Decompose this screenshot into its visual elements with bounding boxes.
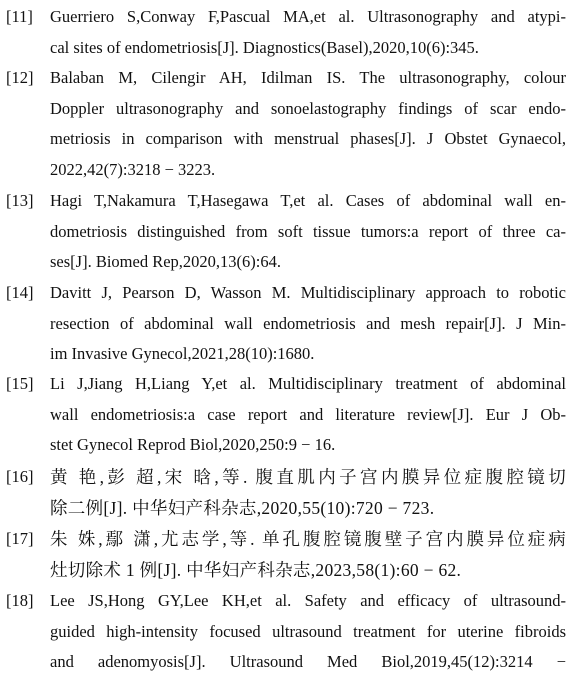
reference-number: [17]	[6, 529, 34, 548]
reference-line: dometriosis distinguished from soft tissue tumors:a report of three ca-	[50, 221, 566, 241]
reference-line: stet Gynecol Reprod Biol,2020,250:9 − 16.	[50, 435, 336, 454]
reference-line: ses[J]. Biomed Rep,2020,13(6):64.	[50, 252, 281, 271]
reference-line: 朱 姝,鄢 潇,尤志学,等. 单孔腹腔镜腹壁子宫内膜异位症病	[50, 529, 566, 549]
reference-line: 黄 艳,彭 超,宋 晗,等. 腹直肌内子宫内膜异位症腹腔镜切	[50, 467, 566, 487]
reference-line: Guerriero S,Conway F,Pascual MA,et al. Ultrasonography and atypi-	[50, 7, 566, 26]
reference-line: metriosis in comparison with menstrual phases[J]. J Obstet Gynaecol,	[50, 129, 566, 148]
reference-line: im Invasive Gynecol,2021,28(10):1680.	[50, 344, 315, 363]
reference-line: Hagi T,Nakamura T,Hasegawa T,et al. Cases of abdominal wall en-	[50, 191, 566, 210]
reference-line: 灶切除术 1 例[J]. 中华妇产科杂志,2023,58(1):60 − 62.	[50, 559, 462, 580]
reference-line: 除二例[J]. 中华妇产科杂志,2020,55(10):720 − 723.	[50, 497, 435, 518]
reference-text	[50, 278, 566, 370]
reference-number: [11]	[6, 7, 33, 26]
reference-number: [12]	[6, 68, 34, 87]
reference-line: 2022,42(7):3218 − 3223.	[50, 159, 216, 179]
reference-line: Doppler ultrasonography and sonoelastography findings of scar endo-	[50, 98, 566, 118]
reference-number: [14]	[6, 283, 34, 302]
reference-text	[50, 524, 566, 585]
reference-line: Davitt J, Pearson D, Wasson M. Multidisciplinary approach to robotic	[50, 283, 566, 302]
reference-text	[50, 462, 566, 523]
reference-text	[50, 186, 566, 278]
reference-text	[50, 63, 566, 185]
reference-number: [15]	[6, 374, 34, 393]
reference-text	[50, 2, 566, 63]
reference-line: and adenomyosis[J]. Ultrasound Med Biol,2019,45(12):3214 −	[50, 652, 566, 671]
reference-line: resection of abdominal wall endometriosis and mesh repair[J]. J Min-	[50, 313, 566, 333]
reference-line: wall endometriosis:a case report and literature review[J]. Eur J Ob-	[50, 404, 566, 424]
reference-number: [13]	[6, 191, 34, 210]
reference-line: guided high-intensity focused ultrasound treatment for uterine fibroids	[50, 621, 566, 641]
reference-line: Balaban M, Cilengir AH, Idilman IS. The ultrasonography, colour	[50, 68, 566, 87]
reference-text	[50, 369, 566, 461]
reference-line: Li J,Jiang H,Liang Y,et al. Multidisciplinary treatment of abdominal	[50, 374, 566, 393]
reference-number: [18]	[6, 591, 34, 610]
reference-line: cal sites of endometriosis[J]. Diagnostics(Basel),2020,10(6):345.	[50, 37, 479, 57]
reference-line: Lee JS,Hong GY,Lee KH,et al. Safety and efficacy of ultrasound-	[50, 591, 566, 610]
reference-number: [16]	[6, 467, 34, 486]
reference-text	[50, 586, 566, 678]
